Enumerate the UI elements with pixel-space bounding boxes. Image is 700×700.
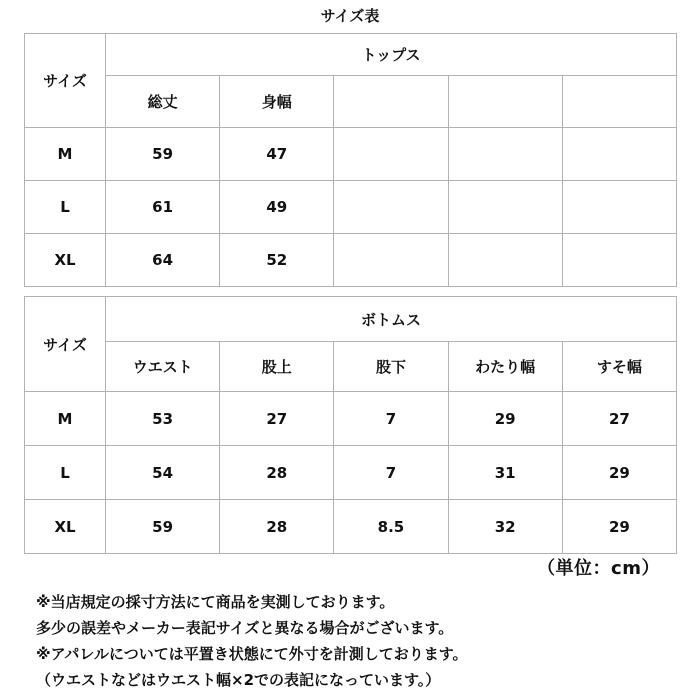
value-cell: 52: [220, 234, 334, 287]
value-cell: 64: [106, 234, 220, 287]
bottoms-column-header-row: [25, 342, 677, 392]
note-line: ※当店規定の採寸方法にて商品を実測しております。: [36, 593, 395, 611]
table-row: [25, 446, 677, 500]
tops-column-header: 身幅: [220, 76, 334, 128]
value-cell: [562, 128, 676, 181]
bottoms-group-header: ボトムス: [106, 297, 677, 342]
bottoms-header-row: [25, 297, 677, 342]
bottoms-column-header: 股上: [220, 342, 334, 392]
table-row: [25, 128, 677, 181]
value-cell: 29: [562, 500, 676, 554]
value-cell: 28: [220, 446, 334, 500]
table-row: [25, 500, 677, 554]
value-cell: [448, 234, 562, 287]
value-cell: 49: [220, 181, 334, 234]
tops-column-header-row: [25, 76, 677, 128]
tops-header-row: [25, 34, 677, 76]
tops-column-header: [334, 76, 448, 128]
tops-size-header: サイズ: [25, 34, 106, 128]
note-line: （ウエストなどはウエスト幅×2での表記になっています。）: [36, 671, 441, 689]
value-cell: 59: [106, 128, 220, 181]
size-cell: L: [25, 446, 106, 500]
value-cell: 32: [448, 500, 562, 554]
bottoms-size-header: サイズ: [25, 297, 106, 392]
value-cell: 8.5: [334, 500, 448, 554]
value-cell: 47: [220, 128, 334, 181]
value-cell: [334, 234, 448, 287]
value-cell: 29: [448, 392, 562, 446]
value-cell: [562, 234, 676, 287]
unit-label: （単位：cm）: [537, 558, 660, 579]
value-cell: [334, 128, 448, 181]
value-cell: 28: [220, 500, 334, 554]
size-cell: M: [25, 128, 106, 181]
table-row: [25, 181, 677, 234]
notes: [36, 589, 686, 693]
tops-size-table: [24, 33, 677, 287]
tops-column-header: [562, 76, 676, 128]
value-cell: [562, 181, 676, 234]
page-title: サイズ表: [320, 7, 380, 25]
value-cell: 27: [562, 392, 676, 446]
bottoms-column-header: すそ幅: [562, 342, 676, 392]
bottoms-column-header: 股下: [334, 342, 448, 392]
table-row: [25, 234, 677, 287]
size-cell: M: [25, 392, 106, 446]
value-cell: [334, 181, 448, 234]
value-cell: 29: [562, 446, 676, 500]
bottoms-size-table: [24, 296, 677, 554]
value-cell: 7: [334, 446, 448, 500]
value-cell: 59: [106, 500, 220, 554]
bottoms-column-header: ウエスト: [106, 342, 220, 392]
value-cell: 54: [106, 446, 220, 500]
size-cell: L: [25, 181, 106, 234]
value-cell: [448, 181, 562, 234]
table-row: [25, 392, 677, 446]
value-cell: 27: [220, 392, 334, 446]
value-cell: 53: [106, 392, 220, 446]
size-cell: XL: [25, 234, 106, 287]
tops-column-header: [448, 76, 562, 128]
value-cell: 31: [448, 446, 562, 500]
note-line: ※アパレルについては平置き状態にて外寸を計測しております。: [36, 645, 468, 663]
value-cell: [448, 128, 562, 181]
size-cell: XL: [25, 500, 106, 554]
value-cell: 61: [106, 181, 220, 234]
tops-column-header: 総丈: [106, 76, 220, 128]
value-cell: 7: [334, 392, 448, 446]
tops-group-header: トップス: [106, 34, 677, 76]
bottoms-column-header: わたり幅: [448, 342, 562, 392]
note-line: 多少の誤差やメーカー表記サイズと異なる場合がございます。: [36, 619, 454, 637]
